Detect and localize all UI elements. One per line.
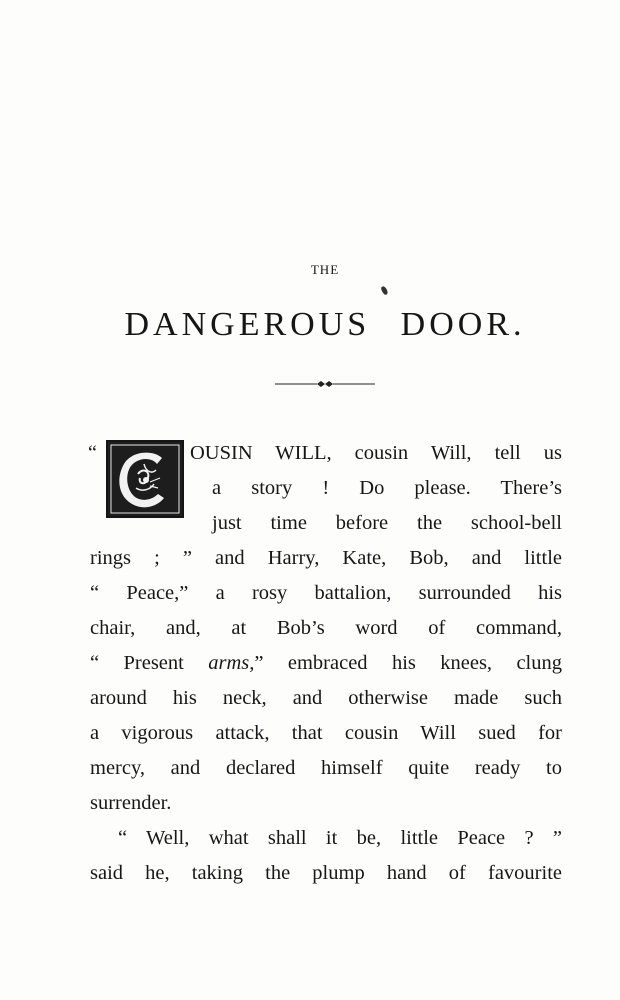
ornamental-dropcap-c-icon <box>106 440 184 518</box>
line-text-present: “ Present <box>90 652 184 674</box>
text-line-12: “ Well, what shall it be, little Peace ? ” <box>118 827 562 849</box>
text-line-8: around his neck, and otherwise made such <box>90 687 562 709</box>
text-line-2: a story ! Do please. There’s <box>212 477 562 499</box>
line-text-arms: arms, <box>208 652 255 674</box>
text-line-6: chair, and, at Bob’s word of command, <box>90 617 562 639</box>
text-line-1 <box>90 436 562 471</box>
text-line-3: just time before the school-bell <box>212 512 562 534</box>
line-text-embraced: ” embraced his knees, clung <box>254 652 562 674</box>
ink-speck <box>380 285 388 295</box>
story-text <box>90 436 562 891</box>
text-line-11: surrender. <box>90 792 172 814</box>
opening-quote: “ <box>88 442 97 464</box>
text-line-4: rings ; ” and Harry, Kate, Bob, and little <box>90 547 562 569</box>
text-line-5: “ Peace,” a rosy battalion, surrounded his <box>90 582 562 604</box>
text-line-9: a vigorous attack, that cousin Will sued for <box>90 722 562 744</box>
text-line-7 <box>90 646 562 681</box>
text-line-13: said he, taking the plump hand of favourite <box>90 862 562 884</box>
chapter-heading-small: THE <box>310 262 340 277</box>
chapter-title: DANGEROUS DOOR. <box>124 306 526 343</box>
line-text: OUSIN WILL, cousin Will, tell us <box>190 442 562 464</box>
ornament-divider-icon <box>275 377 375 391</box>
text-line-10: mercy, and declared himself quite ready to <box>90 757 562 779</box>
